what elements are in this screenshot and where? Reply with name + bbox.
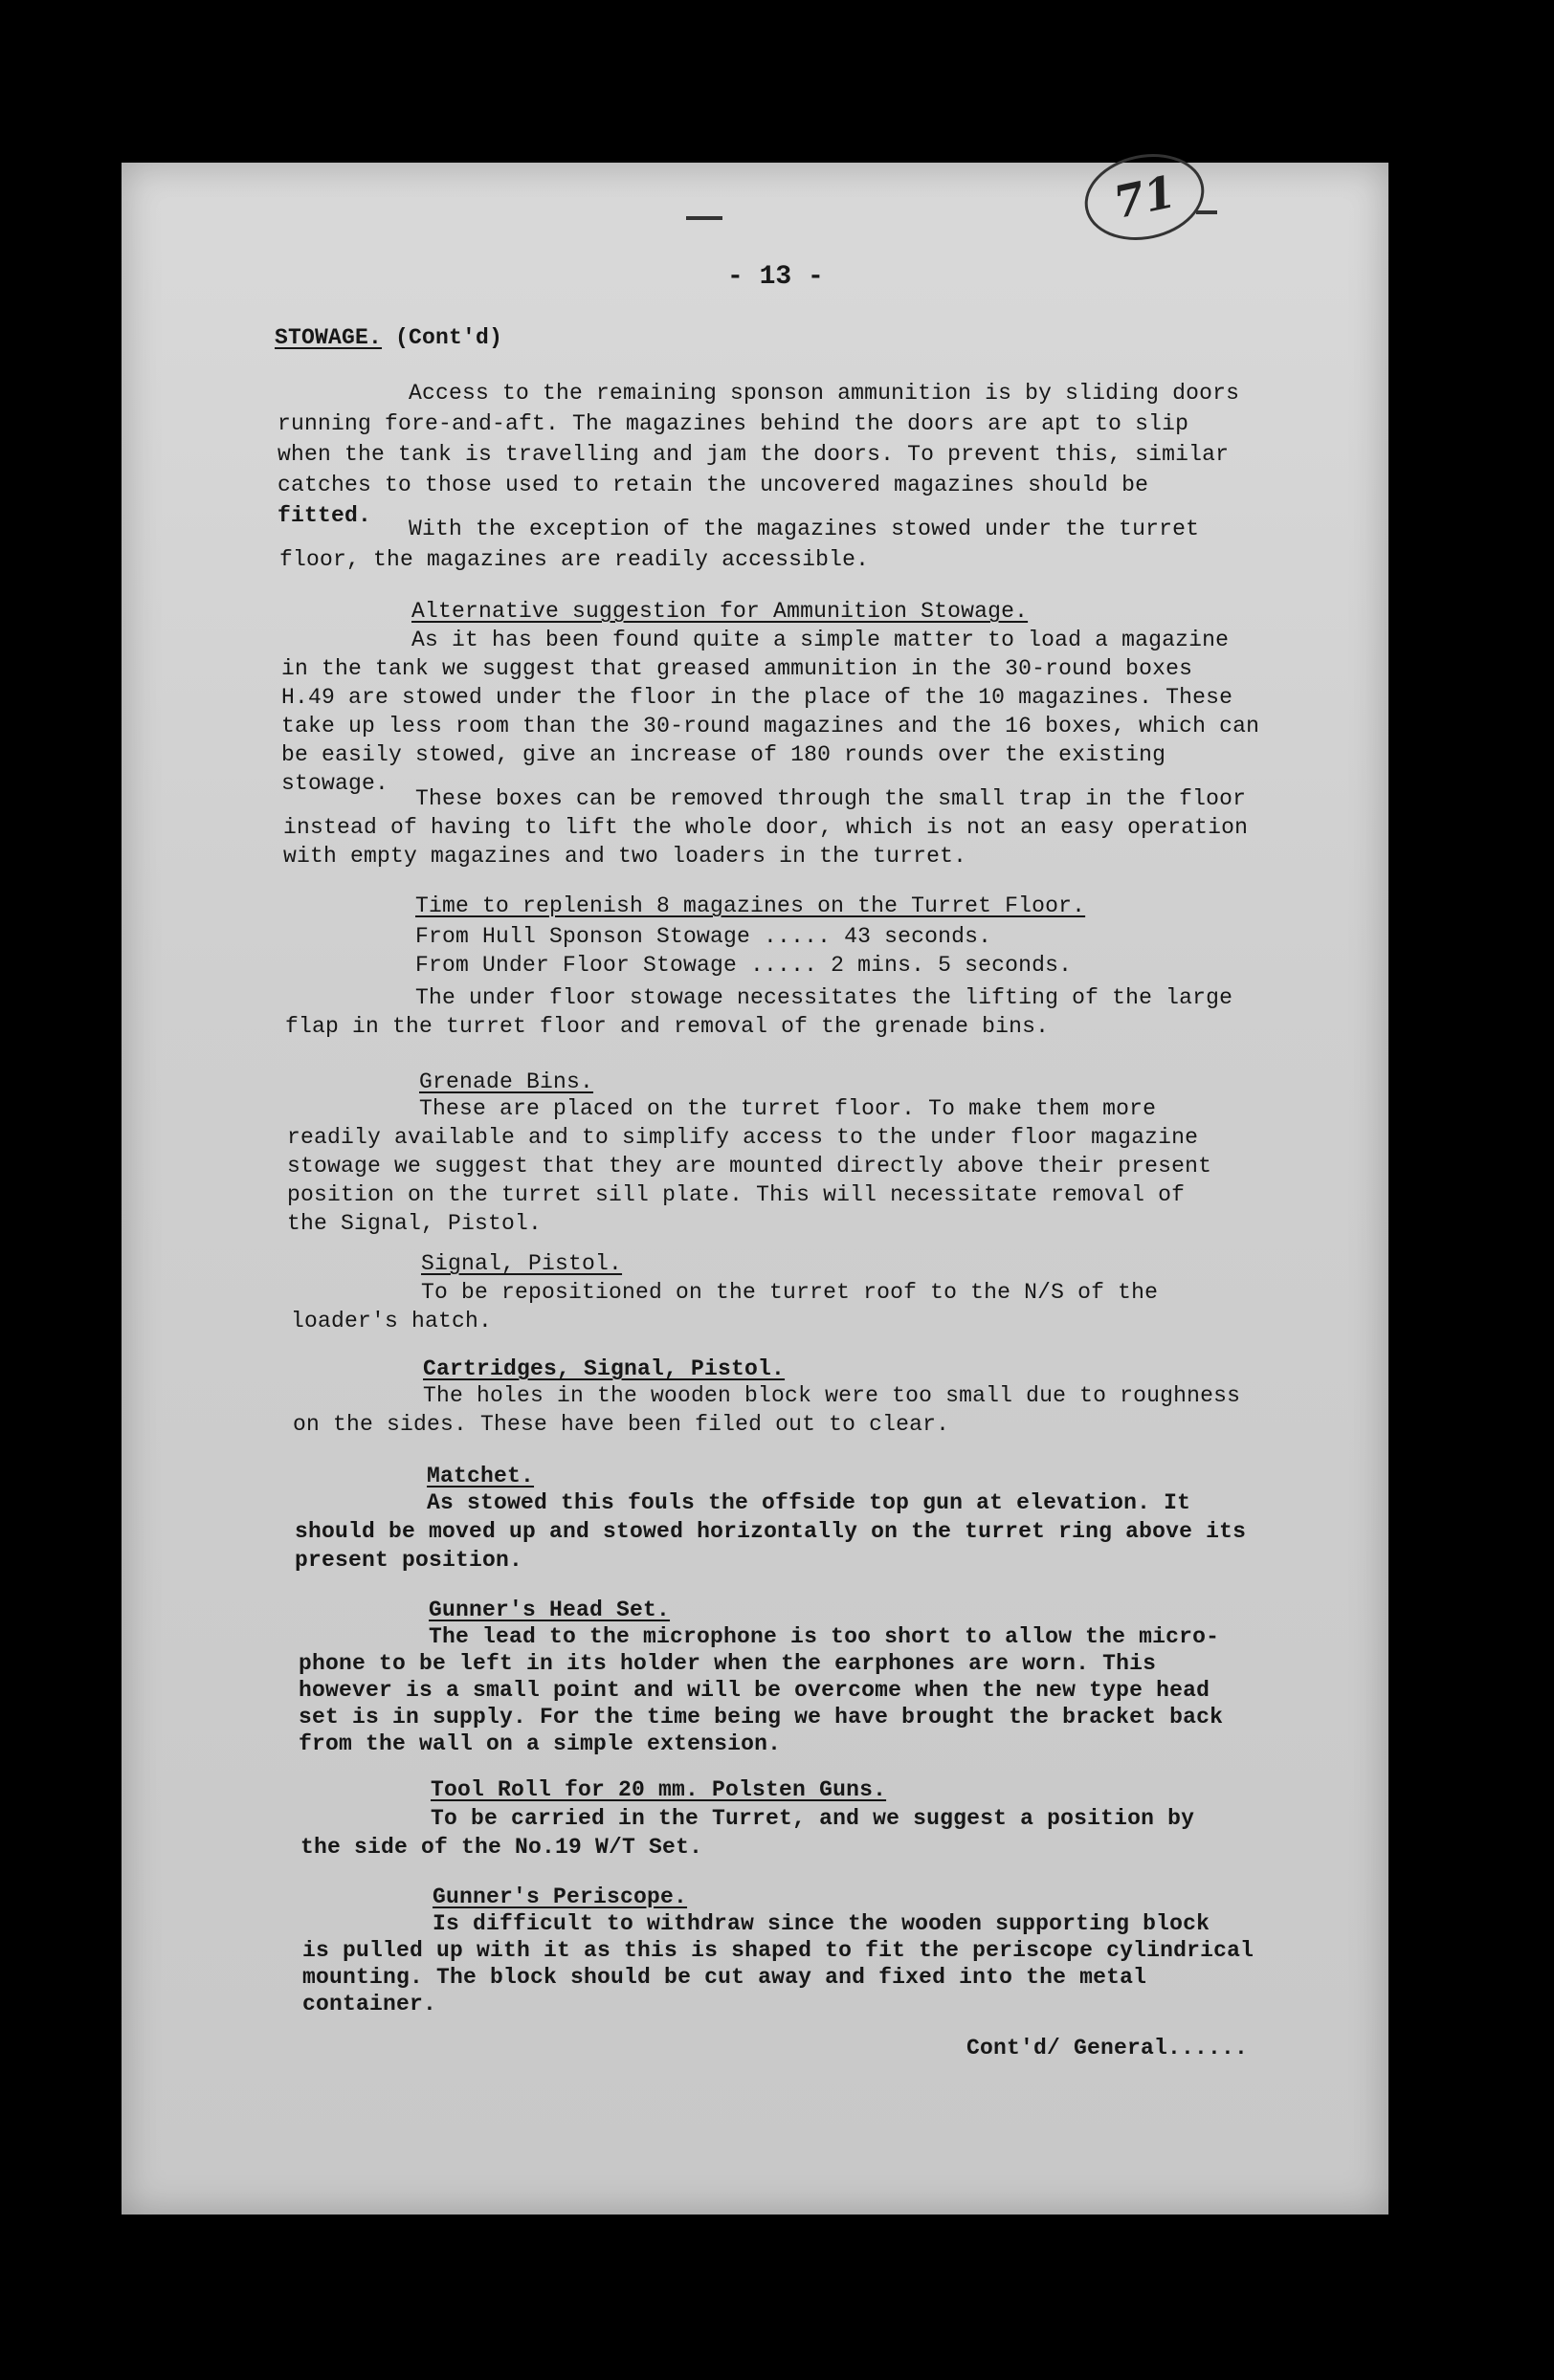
- subheading-gunners-periscope: Gunner's Periscope.: [433, 1884, 688, 1909]
- text-line: These are placed on the turret floor. To make them more: [419, 1096, 1157, 1121]
- section-heading: [275, 325, 502, 350]
- text-line: loader's hatch.: [291, 1309, 493, 1333]
- text-line: is pulled up with it as this is shaped to fit the periscope cylindrical: [302, 1938, 1254, 1963]
- text-line: The lead to the microphone is too short to allow the micro-: [429, 1624, 1220, 1649]
- text-line: floor, the magazines are readily accessible.: [279, 547, 870, 572]
- text-line: in the tank we suggest that greased ammunition in the 30-round boxes: [281, 656, 1193, 681]
- subheading-replenish-time: Time to replenish 8 magazines on the Turret Floor.: [415, 893, 1086, 918]
- text-line: set is in supply. For the time being we have brought the bracket back: [299, 1705, 1224, 1730]
- text-line: stowage we suggest that they are mounted directly above their present: [287, 1154, 1212, 1179]
- header-dash-right: [1196, 210, 1217, 214]
- subheading-ammunition-stowage: Alternative suggestion for Ammunition Stowage.: [411, 599, 1029, 624]
- text-line: on the sides. These have been filed out to clear.: [293, 1412, 950, 1437]
- text-line: take up less room than the 30-round magazines and the 16 boxes, which can: [281, 714, 1260, 738]
- text-line: when the tank is travelling and jam the doors. To prevent this, similar: [278, 442, 1230, 467]
- text-line: The holes in the wooden block were too small due to roughness: [423, 1383, 1241, 1408]
- section-heading-title: STOWAGE.: [275, 325, 383, 350]
- text-line: running fore-and-aft. The magazines behind the doors are apt to slip: [278, 411, 1189, 436]
- text-line: should be moved up and stowed horizontally on the turret ring above its: [295, 1519, 1247, 1544]
- text-line: position on the turret sill plate. This will necessitate removal of: [287, 1182, 1186, 1207]
- text-line: container.: [302, 1992, 437, 2016]
- continuation-note: Cont'd/ General......: [966, 2036, 1249, 2060]
- subheading-cartridges: Cartridges, Signal, Pistol.: [423, 1356, 786, 1381]
- text-line: readily available and to simplify access to the under floor magazine: [287, 1125, 1199, 1150]
- subheading-grenade-bins: Grenade Bins.: [419, 1069, 594, 1094]
- text-line: From Hull Sponson Stowage ..... 43 seconds.: [415, 924, 992, 949]
- subheading-head-set: Gunner's Head Set.: [429, 1598, 671, 1622]
- header-dash-left: [686, 216, 722, 220]
- text-line: flap in the turret floor and removal of the grenade bins.: [285, 1014, 1050, 1039]
- text-line: the Signal, Pistol.: [287, 1211, 543, 1236]
- page-number: - 13 -: [727, 262, 824, 292]
- text-line: be easily stowed, give an increase of 180 rounds over the existing: [281, 742, 1166, 767]
- text-line: stowage.: [281, 771, 389, 796]
- text-line: instead of having to lift the whole door, which is not an easy operation: [283, 815, 1249, 840]
- text-line: the side of the No.19 W/T Set.: [300, 1835, 703, 1860]
- text-line: Access to the remaining sponson ammunition is by sliding doors: [409, 381, 1240, 406]
- subheading-tool-roll: Tool Roll for 20 mm. Polsten Guns.: [431, 1777, 887, 1802]
- text-line: present position.: [295, 1548, 523, 1573]
- subheading-signal-pistol: Signal, Pistol.: [421, 1251, 623, 1276]
- subheading-matchet: Matchet.: [427, 1464, 535, 1488]
- text-line: To be repositioned on the turret roof to the N/S of the: [421, 1280, 1159, 1305]
- text-line: With the exception of the magazines stowed under the turret: [409, 517, 1200, 541]
- text-line: mounting. The block should be cut away and fixed into the metal: [302, 1965, 1147, 1990]
- text-line: fitted.: [278, 503, 372, 528]
- folio-stamp: 71: [1077, 143, 1212, 251]
- text-line: As stowed this fouls the offside top gun at elevation. It: [427, 1490, 1191, 1515]
- text-line: H.49 are stowed under the floor in the place of the 10 magazines. These: [281, 685, 1233, 710]
- text-line: catches to those used to retain the uncovered magazines should be: [278, 473, 1149, 497]
- text-line: These boxes can be removed through the small trap in the floor: [415, 786, 1247, 811]
- text-line: To be carried in the Turret, and we suggest a position by: [431, 1806, 1195, 1831]
- text-line: The under floor stowage necessitates the lifting of the large: [415, 985, 1233, 1010]
- text-line: however is a small point and will be overcome when the new type head: [299, 1678, 1210, 1703]
- text-line: Is difficult to withdraw since the wooden supporting block: [433, 1911, 1210, 1936]
- text-line: As it has been found quite a simple matter to load a magazine: [411, 628, 1230, 652]
- text-line: phone to be left in its holder when the earphones are worn. This: [299, 1651, 1157, 1676]
- text-line: From Under Floor Stowage ..... 2 mins. 5 seconds.: [415, 953, 1073, 978]
- section-heading-suffix: (Cont'd): [395, 325, 503, 350]
- text-line: with empty magazines and two loaders in the turret.: [283, 844, 967, 869]
- text-line: from the wall on a simple extension.: [299, 1731, 782, 1756]
